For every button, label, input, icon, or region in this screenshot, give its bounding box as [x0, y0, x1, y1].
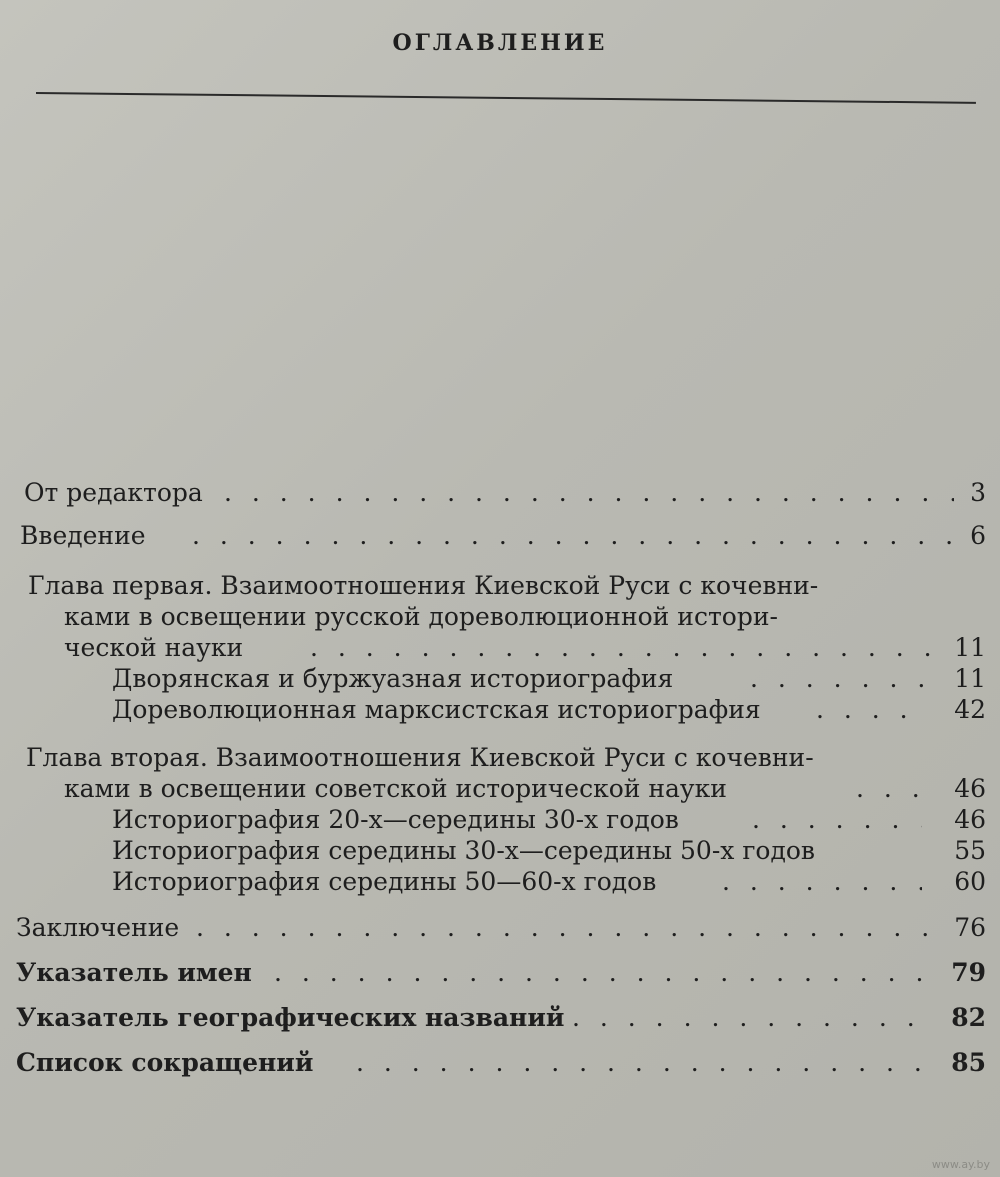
- toc-entry-title: Дореволюционная марксистская историография: [112, 695, 761, 724]
- toc-entry-names-index: [16, 957, 990, 989]
- page-number: 85: [951, 1048, 986, 1077]
- toc-entry-prerevolutionary-marxist: [112, 694, 990, 726]
- toc-entry-title: Указатель имен: [16, 958, 252, 987]
- leader-dots: [356, 1047, 936, 1079]
- toc-entry-title: Историография 20-х—середины 30-х годов: [112, 805, 679, 834]
- leader-dots: [816, 694, 916, 726]
- watermark: www.ay.by: [931, 1158, 990, 1171]
- page-title: ОГЛАВЛЕНИЕ: [392, 30, 608, 56]
- leader-dots: [752, 804, 922, 836]
- toc-entry-chapter-one: [64, 632, 990, 664]
- page-number: 46: [954, 805, 986, 834]
- toc-entry-historiography-20s: [112, 804, 990, 836]
- toc-chapter-one-line2: ками в освещении русской дореволюционной истори-: [64, 602, 778, 631]
- leader-dots: [274, 957, 934, 989]
- toc-entry-introduction: [20, 520, 990, 552]
- toc-entry-abbreviations: [16, 1047, 990, 1079]
- page-number: 60: [954, 867, 986, 896]
- toc-entry-title: ческой науки: [64, 633, 244, 662]
- toc-entry-title: Дворянская и буржуазная историография: [112, 664, 674, 693]
- page-number: 11: [954, 664, 986, 693]
- toc-entry-title: ками в освещении советской исторической науки: [64, 774, 727, 803]
- leader-dots: [224, 477, 954, 509]
- leader-dots: [572, 1002, 936, 1034]
- leader-dots: [722, 866, 922, 898]
- toc-entry-title: Историография середины 30-х—середины 50-х годов: [112, 836, 816, 865]
- toc-entry-historiography-30s: [112, 835, 990, 867]
- toc-entry-title: Список сокращений: [16, 1048, 314, 1077]
- leader-dots: [192, 520, 952, 552]
- toc-entry-title: Введение: [20, 521, 146, 550]
- toc-entry-historiography-50s: [112, 866, 990, 898]
- page-number: 46: [954, 774, 986, 803]
- toc-entry-title: Заключение: [16, 913, 180, 942]
- page-number: 55: [954, 836, 986, 865]
- page-number: 82: [951, 1003, 986, 1032]
- page-number: 11: [954, 633, 986, 662]
- toc-entry-title: Указатель географических названий: [16, 1003, 565, 1032]
- leader-dots: [856, 773, 926, 805]
- page-number: 76: [954, 913, 986, 942]
- toc-chapter-two-line1: Глава вторая. Взаимоотношения Киевской Руси с кочевни-: [26, 743, 814, 772]
- toc-entry-chapter-two: [64, 773, 990, 805]
- page-number: 3: [970, 478, 986, 507]
- toc-entry-conclusion: [16, 912, 990, 944]
- toc-entry-noble-bourgeois: [112, 663, 990, 695]
- toc-entry-title: Историография середины 50—60-х годов: [112, 867, 657, 896]
- leader-dots: [310, 632, 950, 664]
- toc-entry-geography-index: [16, 1002, 990, 1034]
- leader-dots: [750, 663, 930, 695]
- page-number: 6: [970, 521, 986, 550]
- toc-entry-editor: [24, 477, 990, 509]
- page-number: 42: [954, 695, 986, 724]
- toc-chapter-one-line1: Глава первая. Взаимоотношения Киевской Руси с кочевни-: [28, 571, 819, 600]
- toc-entry-title: От редактора: [24, 478, 203, 507]
- page-number: 79: [951, 958, 986, 987]
- leader-dots: [196, 912, 936, 944]
